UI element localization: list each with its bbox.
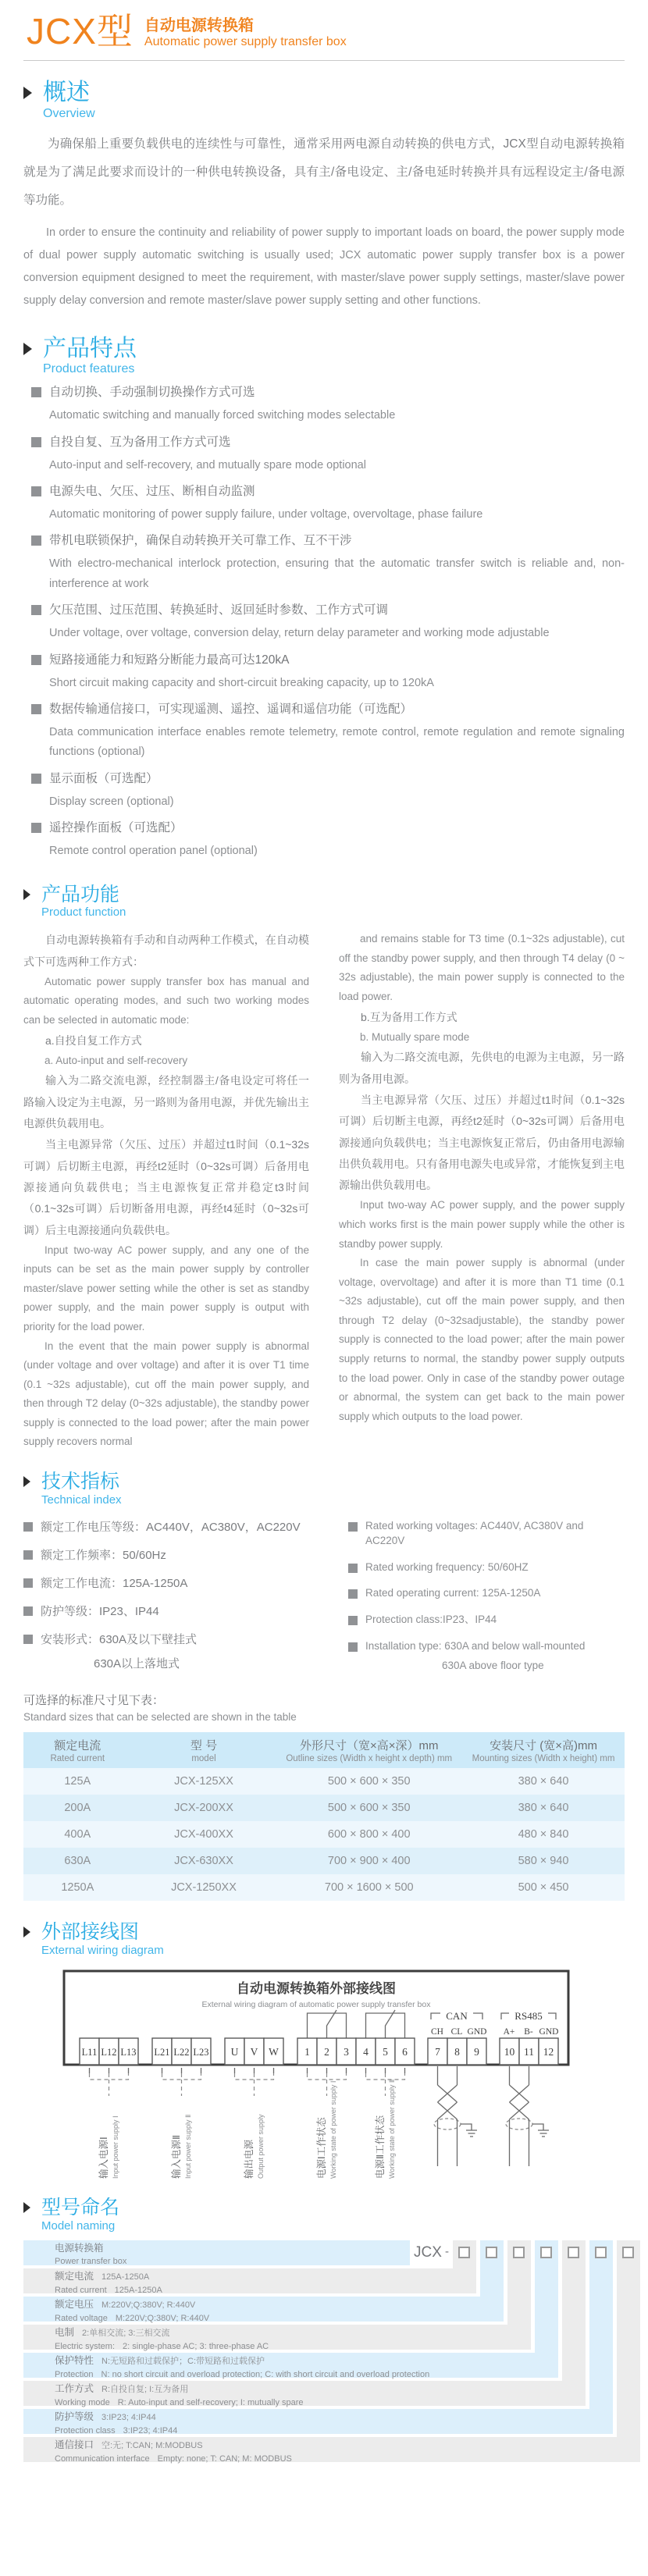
wiring-diagram bbox=[62, 1969, 625, 2186]
bullet-square-icon bbox=[31, 823, 41, 833]
tech-right-column bbox=[348, 1519, 625, 1681]
terminal-block bbox=[80, 2038, 558, 2065]
section-features-titles bbox=[43, 336, 137, 377]
tech-title-en: Technical index bbox=[41, 1493, 122, 1507]
feature-cn-line bbox=[31, 601, 625, 620]
terminal-label: W bbox=[269, 2045, 279, 2058]
feature-cn-line bbox=[31, 700, 625, 719]
naming-row-cn bbox=[55, 2298, 504, 2311]
terminal-label: 6 bbox=[402, 2045, 408, 2058]
feature-cn-text: 短路接通能力和短路分断能力最高可达120kA bbox=[49, 653, 290, 667]
tech-spec-item bbox=[23, 1575, 329, 1592]
feature-cn-line bbox=[31, 770, 625, 788]
function-paragraph: Input two-way AC power supply, and the power supply which works first is the main power supply while the other is standby power supply. bbox=[339, 1199, 625, 1250]
section-naming-titles bbox=[41, 2197, 119, 2233]
bullet-square-icon bbox=[31, 437, 41, 447]
code-column-strip bbox=[562, 2240, 586, 2381]
group-label-en: Input power supply Ⅰ bbox=[112, 2115, 119, 2179]
naming-row-en bbox=[55, 2254, 410, 2268]
feature-cn-line bbox=[31, 433, 625, 452]
can-pin-gnd: GND bbox=[467, 2026, 487, 2037]
function-paragraph: In case the main power supply is abnormal (under voltage, overvoltage) and after it is more than T1 time (0.1 ~32s adjustable), cut off the main power supply, and then through T2 delay (0~32sadjustable), the standby power supply is connected to the load power; after the main power supply returns to normal, the standby power supply outputs to the load power. Only in case of the standby power outage or abnormal, the system can get back to the main power supply which outputs to the load power. bbox=[339, 1257, 625, 1422]
wiring-diagram-svg bbox=[62, 1969, 578, 2182]
naming-row-cn bbox=[55, 2382, 586, 2396]
section-arrow-icon bbox=[23, 343, 32, 355]
feature-item bbox=[31, 532, 625, 594]
header-cn: 外形尺寸（宽×高×深）mm bbox=[299, 1739, 439, 1753]
function-title-cn: 产品功能 bbox=[41, 883, 120, 906]
cell-outline: 700 × 1600 × 500 bbox=[324, 1881, 414, 1895]
tech-spec-continuation: 630A以上落地式 bbox=[94, 1656, 180, 1670]
rs485-label bbox=[501, 2010, 558, 2037]
page-header bbox=[23, 0, 625, 54]
sizes-intro-en: Standard sizes that can be selected are shown in the table bbox=[23, 1711, 297, 1724]
section-naming-header bbox=[23, 2197, 625, 2233]
tech-spec-item bbox=[23, 1603, 329, 1620]
bullet-square-icon bbox=[23, 1606, 33, 1616]
naming-label-en: Working mode bbox=[55, 2397, 110, 2407]
section-arrow-icon bbox=[23, 1927, 30, 1937]
group-label-cn: 电源Ⅱ工作状态 bbox=[375, 2115, 386, 2179]
features-title-en: Product features bbox=[43, 362, 135, 376]
feature-cn-text: 遥控操作面板（可选配） bbox=[49, 821, 183, 835]
feature-item bbox=[31, 433, 625, 475]
terminal-label: L13 bbox=[120, 2046, 137, 2058]
group-labels bbox=[98, 2080, 396, 2179]
section-features-header bbox=[23, 336, 625, 377]
bullet-square-icon bbox=[348, 1522, 358, 1532]
naming-row-cn bbox=[55, 2270, 476, 2283]
twisted-pair-icon bbox=[506, 2066, 549, 2166]
function-paragraph: 输入为二路交流电源，经控制器主/备电设定可将任一路输入设定为主电源，另一路则为备用电源，并优先输出主电源供负载用电。 bbox=[23, 1074, 309, 1130]
bullet-square-icon bbox=[23, 1522, 33, 1532]
naming-label-cn: 电制 bbox=[55, 2326, 75, 2338]
bullet-square-icon bbox=[31, 486, 41, 496]
group-label-en: Working state of power supply Ⅰ bbox=[329, 2080, 337, 2179]
terminal-label: L22 bbox=[173, 2046, 190, 2058]
section-wiring-header bbox=[23, 1921, 625, 1957]
tech-spec-text: 安装形式：630A及以下壁挂式 bbox=[41, 1632, 198, 1646]
naming-row-en bbox=[55, 2452, 640, 2465]
tech-spec-text: Installation type: 630A and below wall-mounted bbox=[365, 1640, 586, 1653]
bullet-square-icon bbox=[23, 1550, 33, 1560]
naming-label-en: Electric system: bbox=[55, 2341, 116, 2351]
function-paragraph: a.自投自复工作方式 bbox=[45, 1034, 142, 1047]
feature-cn-line bbox=[31, 819, 625, 838]
tech-spec-item bbox=[348, 1560, 625, 1575]
tech-spec-text: Rated working voltages: AC440V, AC380V and AC220V bbox=[365, 1519, 584, 1546]
sizes-intro-cn: 可选择的标准尺寸见下表： bbox=[23, 1694, 165, 1708]
tech-spec-item bbox=[23, 1519, 329, 1535]
naming-label-en: Protection class bbox=[55, 2425, 116, 2435]
feature-cn-text: 欠压范围、过压范围、转换延时、返回延时参数、工作方式可调 bbox=[49, 603, 389, 617]
naming-values-cn: 2:单相交流; 3:三相交流 bbox=[82, 2328, 170, 2338]
feature-item bbox=[31, 700, 625, 763]
naming-row bbox=[23, 2353, 558, 2378]
feature-cn-text: 显示面板（可选配） bbox=[49, 771, 158, 785]
naming-row-cn bbox=[55, 2439, 640, 2452]
section-tech-titles bbox=[41, 1471, 122, 1507]
cell-current: 125A bbox=[64, 1775, 91, 1788]
feature-cn-text: 带机电联锁保护，确保自动转换开关可靠工作、互不干涉 bbox=[49, 534, 352, 548]
naming-label-cn: 通信接口 bbox=[55, 2439, 94, 2450]
function-right-column bbox=[339, 930, 625, 1452]
naming-row bbox=[23, 2381, 586, 2406]
terminal-label: 8 bbox=[454, 2045, 460, 2058]
wiring-title-cn: 外部接线图 bbox=[41, 1921, 140, 1944]
feature-en-text: Display screen (optional) bbox=[49, 795, 174, 808]
naming-label-en: Power transfer box bbox=[55, 2256, 127, 2266]
section-function-header bbox=[23, 884, 625, 920]
feature-item bbox=[31, 770, 625, 812]
cell-model: JCX-1250XX bbox=[171, 1881, 237, 1895]
cell-model: JCX-400XX bbox=[174, 1828, 233, 1841]
feature-en-text: With electro-mechanical interlock protection, ensuring that the automatic transfer switch is reliable and, non-interference at work bbox=[49, 557, 625, 590]
naming-label-en: Communication interface bbox=[55, 2453, 150, 2464]
tech-spec-text: Protection class:IP23、IP44 bbox=[365, 1614, 497, 1626]
function-title-en: Product function bbox=[41, 906, 126, 920]
can-pin-ch: CH bbox=[431, 2026, 443, 2037]
wiring-title-en: External wiring diagram bbox=[41, 1943, 164, 1957]
product-title-block bbox=[144, 12, 347, 49]
terminal-label: 2 bbox=[324, 2045, 329, 2058]
terminal-label: 11 bbox=[524, 2045, 534, 2058]
feature-cn-text: 数据传输通信接口，可实现遥测、遥控、遥调和遥信功能（可选配） bbox=[49, 702, 413, 716]
naming-values-cn: 空:无; T:CAN; M:MODBUS bbox=[101, 2440, 203, 2450]
header-cn: 额定电流 bbox=[54, 1739, 101, 1753]
features-title-cn: 产品特点 bbox=[43, 335, 137, 361]
naming-values-en: R: Auto-input and self-recovery; I: mutually spare bbox=[117, 2397, 304, 2407]
cell-mounting: 380 × 640 bbox=[518, 1802, 569, 1815]
naming-values-cn: N:无短路和过载保护；C:带短路和过载保护 bbox=[101, 2356, 265, 2366]
group-label-cn: 输出电源 bbox=[244, 2139, 255, 2179]
tech-spec-item bbox=[23, 1547, 329, 1564]
group-label-en: Input power supply Ⅱ bbox=[184, 2114, 192, 2179]
sizes-table-body bbox=[23, 1768, 625, 1901]
section-arrow-icon bbox=[23, 87, 32, 99]
bullet-square-icon bbox=[31, 704, 41, 714]
product-title-cn: 自动电源转换箱 bbox=[144, 17, 254, 34]
naming-row-en bbox=[55, 2424, 613, 2437]
naming-values-cn: 125A-1250A bbox=[101, 2272, 150, 2282]
naming-row-cn bbox=[55, 2326, 531, 2339]
bullet-square-icon bbox=[23, 1635, 33, 1644]
tech-spec-item bbox=[348, 1639, 625, 1654]
section-function-titles bbox=[41, 884, 126, 920]
function-left-column bbox=[23, 930, 309, 1452]
column-header bbox=[276, 1732, 462, 1768]
wiring-box-title-en: External wiring diagram of automatic power supply transfer box bbox=[201, 1999, 431, 2009]
feature-item bbox=[31, 383, 625, 425]
feature-en-text: Auto-input and self-recovery, and mutually spare mode optional bbox=[49, 458, 366, 471]
section-overview-header bbox=[23, 80, 625, 121]
table-row bbox=[23, 1821, 625, 1848]
rs485-pin-a: A+ bbox=[503, 2026, 515, 2037]
bullet-square-icon bbox=[31, 774, 41, 784]
sizes-table-head bbox=[23, 1732, 625, 1768]
feature-en-text: Data communication interface enables remote telemetry, remote control, remote regulation and remote signaling functions (optional) bbox=[49, 726, 625, 759]
feature-cn-line bbox=[31, 383, 625, 402]
cell-model: JCX-125XX bbox=[174, 1775, 233, 1788]
function-paragraph: Automatic power supply transfer box has manual and automatic operating modes, and such two working modes can be selected in automatic mode: bbox=[23, 975, 309, 1026]
header-divider bbox=[23, 60, 625, 61]
header-en: model bbox=[191, 1754, 216, 1764]
function-paragraph: 自动电源转换箱有手动和自动两种工作模式，在自动模式下可选两种工作方式： bbox=[23, 934, 309, 968]
tech-spec-item bbox=[348, 1613, 625, 1628]
section-overview-titles bbox=[43, 80, 95, 121]
tech-spec-text: 防护等级：IP23、IP44 bbox=[41, 1604, 159, 1618]
naming-label-cn: 额定电流 bbox=[55, 2270, 94, 2282]
rs485-text: RS485 bbox=[514, 2009, 543, 2022]
column-header bbox=[23, 1732, 132, 1768]
cell-mounting: 480 × 840 bbox=[518, 1828, 569, 1841]
bullet-square-icon bbox=[31, 387, 41, 397]
tech-title-cn: 技术指标 bbox=[41, 1470, 120, 1493]
overview-title-en: Overview bbox=[43, 106, 95, 120]
terminal-label: 4 bbox=[363, 2045, 369, 2058]
tech-spec-text: Rated operating current: 125A-1250A bbox=[365, 1587, 541, 1599]
bullet-square-icon bbox=[348, 1642, 358, 1652]
bullet-square-icon bbox=[348, 1616, 358, 1625]
group-label-en: Working state of power supply Ⅱ bbox=[388, 2079, 396, 2179]
naming-values-en: 2: single-phase AC; 3: three-phase AC bbox=[123, 2341, 269, 2351]
cell-model: JCX-630XX bbox=[174, 1855, 233, 1868]
terminal-label: L21 bbox=[154, 2046, 170, 2058]
header-cn: 型 号 bbox=[190, 1739, 218, 1753]
naming-values-en: Empty: none; T: CAN; M: MODBUS bbox=[157, 2453, 292, 2464]
naming-values-cn: R:自投自复; I:互为备用 bbox=[101, 2384, 189, 2394]
section-arrow-icon bbox=[23, 2202, 30, 2213]
naming-row bbox=[23, 2297, 504, 2322]
product-title-en: Automatic power supply transfer box bbox=[144, 35, 347, 48]
terminal-label: L12 bbox=[101, 2046, 117, 2058]
function-paragraph: 输入为二路交流电源，先供电的电源为主电源，另一路则为备用电源。 bbox=[339, 1051, 625, 1085]
code-box bbox=[622, 2247, 634, 2258]
section-arrow-icon bbox=[23, 889, 30, 900]
column-header bbox=[132, 1732, 276, 1768]
overview-paragraph-en: In order to ensure the continuity and reliability of power supply to important loads on board, the power supply mode of dual power supply automatic switching is usually used; JCX automatic power supply transfer box is a power conversion equipment designed to meet the requirement, with master/slave power supply settings, master/slave power supply delay conversion and remote master/slave power supply setting and other functions. bbox=[23, 226, 625, 307]
cell-mounting: 580 × 940 bbox=[518, 1855, 569, 1868]
function-paragraph: 当主电源异常（欠压、过压）并超过t1时间（0.1~32s可调）后切断主电源，再经t2延时（0~32s可调）后备用电源接通向负载供电；当主电源恢复正常后，仍由备用电源输出供负载用电。只有备用电源失电或异常，才能恢复到主电源输出供负载用电。 bbox=[339, 1093, 625, 1192]
naming-values-cn: M:220V;Q:380V; R:440V bbox=[101, 2300, 196, 2310]
naming-row-en bbox=[55, 2368, 558, 2381]
group-bracket-icon bbox=[90, 2068, 405, 2096]
feature-cn-line bbox=[31, 651, 625, 670]
sizes-table bbox=[23, 1732, 625, 1901]
naming-label-cn: 保护特性 bbox=[55, 2354, 94, 2366]
bullet-square-icon bbox=[31, 535, 41, 546]
bullet-square-icon bbox=[348, 1589, 358, 1599]
table-row bbox=[23, 1795, 625, 1821]
naming-row bbox=[23, 2240, 410, 2265]
cell-outline: 600 × 800 × 400 bbox=[327, 1828, 411, 1841]
table-row bbox=[23, 1848, 625, 1874]
group-label-cn: 电源Ⅰ工作状态 bbox=[316, 2117, 327, 2179]
feature-cn-line bbox=[31, 532, 625, 550]
naming-row-cn bbox=[55, 2242, 410, 2254]
rs485-pin-b: B- bbox=[524, 2026, 533, 2037]
section-tech-header bbox=[23, 1471, 625, 1507]
tech-spec-text: 额定工作频率：50/60Hz bbox=[41, 1548, 166, 1562]
model-naming-diagram bbox=[23, 2240, 644, 2467]
naming-values-en: M:220V;Q:380V; R:440V bbox=[115, 2313, 210, 2323]
naming-values-cn: 3:IP23; 4:IP44 bbox=[101, 2412, 156, 2422]
cell-current: 1250A bbox=[61, 1881, 94, 1895]
tech-spec-text: Rated working frequency: 50/60HZ bbox=[365, 1560, 529, 1573]
code-box bbox=[595, 2247, 607, 2258]
naming-label-en: Rated voltage bbox=[55, 2313, 108, 2323]
bullet-square-icon bbox=[23, 1578, 33, 1588]
feature-en-text: Short circuit making capacity and short-circuit breaking capacity, up to 120kA bbox=[49, 676, 434, 689]
function-paragraph: 当主电源异常（欠压、过压）并超过t1时间（0.1~32s可调）后切断主电源，再经t2延时（0~32s可调）后备用电源接通向负载供电；当主电源恢复正常并稳定t3时间（0.1~32s可调）后切断备用电源，再经t4延时（0~32s可调）后主电源接通向负载供电。 bbox=[23, 1138, 309, 1236]
naming-label-en: Protection bbox=[55, 2369, 94, 2379]
code-box bbox=[486, 2247, 497, 2258]
naming-label-cn: 防护等级 bbox=[55, 2411, 94, 2422]
overview-title-cn: 概述 bbox=[43, 80, 90, 105]
naming-row-en bbox=[55, 2396, 586, 2409]
terminal-label: L23 bbox=[193, 2046, 209, 2058]
sizes-header-row bbox=[23, 1732, 625, 1768]
naming-label-cn: 额定电压 bbox=[55, 2298, 94, 2310]
naming-row-cn bbox=[55, 2354, 558, 2368]
table-row bbox=[23, 1874, 625, 1901]
table-row bbox=[23, 1768, 625, 1795]
model-dash: - bbox=[445, 2244, 449, 2258]
naming-label-en: Rated current bbox=[55, 2285, 107, 2295]
function-paragraph: In the event that the main power supply is abnormal (under voltage and over voltage) and after it is over T1 time (0.1 ~32s adjustable), cut off the main power supply, and then through T2 delay (0~32s adjustable), the standby power supply is connected to the load power; after the main power supply recovers normal bbox=[23, 1340, 309, 1448]
naming-row bbox=[23, 2409, 613, 2434]
can-pin-cl: CL bbox=[450, 2026, 463, 2037]
tech-left-column bbox=[23, 1519, 329, 1681]
section-arrow-icon bbox=[23, 1476, 30, 1487]
header-en: Mounting sizes (Width x height) mm bbox=[472, 1754, 615, 1764]
group-label-cn: 输入电源Ⅱ bbox=[171, 2134, 182, 2179]
terminal-label: 12 bbox=[543, 2045, 554, 2058]
cell-outline: 500 × 600 × 350 bbox=[327, 1775, 411, 1788]
cell-outline: 500 × 600 × 350 bbox=[327, 1802, 411, 1815]
group-label-cn: 输入电源Ⅰ bbox=[98, 2137, 109, 2179]
function-paragraph: b. Mutually spare mode bbox=[360, 1030, 470, 1043]
code-box bbox=[513, 2247, 525, 2258]
cell-mounting: 500 × 450 bbox=[518, 1881, 569, 1895]
bullet-square-icon bbox=[348, 1564, 358, 1573]
feature-item bbox=[31, 601, 625, 643]
feature-cn-line bbox=[31, 482, 625, 501]
naming-title-cn: 型号命名 bbox=[41, 2196, 120, 2218]
code-box bbox=[540, 2247, 552, 2258]
cell-current: 630A bbox=[64, 1855, 91, 1868]
header-en: Outline sizes (Width x height x depth) mm bbox=[286, 1754, 453, 1764]
can-bus-label bbox=[431, 2010, 486, 2037]
feature-cn-text: 自投自复、互为备用工作方式可选 bbox=[49, 435, 231, 449]
terminal-label: 3 bbox=[344, 2045, 349, 2058]
feature-en-text: Under voltage, over voltage, conversion delay, return delay parameter and working mode adjustable bbox=[49, 627, 550, 640]
code-box bbox=[458, 2247, 470, 2258]
naming-row bbox=[23, 2268, 476, 2293]
terminal-label: 10 bbox=[504, 2045, 515, 2058]
naming-row-en bbox=[55, 2339, 531, 2353]
group-label-en: Output power supply bbox=[257, 2114, 265, 2179]
model-prefix: JCX bbox=[414, 2243, 442, 2261]
terminal-label: U bbox=[230, 2045, 239, 2058]
naming-label-cn: 电源转换箱 bbox=[55, 2242, 104, 2254]
function-paragraph: Input two-way AC power supply, and any one of the inputs can be set as the main power supply by controller master/slave power setting while the other is set as standby power supply, and the main power supply is output with priority for the load power. bbox=[23, 1244, 309, 1333]
terminal-label: 9 bbox=[474, 2045, 479, 2058]
cell-current: 400A bbox=[64, 1828, 91, 1841]
feature-item bbox=[31, 482, 625, 525]
feature-item bbox=[31, 651, 625, 693]
function-columns bbox=[23, 930, 625, 1452]
tech-columns bbox=[23, 1519, 625, 1681]
terminal-label: 7 bbox=[435, 2045, 440, 2058]
feature-cn-text: 电源失电、欠压、过压、断相自动监测 bbox=[49, 485, 255, 499]
naming-title-en: Model naming bbox=[41, 2218, 116, 2233]
code-box bbox=[568, 2247, 579, 2258]
feature-en-text: Automatic monitoring of power supply failure, under voltage, overvoltage, phase failure bbox=[49, 508, 483, 521]
function-paragraph: and remains stable for T3 time (0.1~32s adjustable), cut off the standby power supply, and then through T4 delay (0 ~ 32s adjustable), the main power supply is connected to the load power. bbox=[339, 933, 625, 1002]
naming-row bbox=[23, 2325, 531, 2350]
section-wiring-titles bbox=[41, 1921, 164, 1957]
terminal-label: 5 bbox=[383, 2045, 388, 2058]
code-column-strip bbox=[617, 2240, 640, 2437]
cell-outline: 700 × 900 × 400 bbox=[327, 1855, 411, 1868]
tech-spec-item bbox=[348, 1519, 625, 1549]
terminal-label: V bbox=[250, 2045, 258, 2058]
naming-row bbox=[23, 2437, 640, 2462]
cell-current: 200A bbox=[64, 1802, 91, 1815]
product-model-title: JCX型 bbox=[27, 11, 134, 52]
tech-spec-item bbox=[348, 1586, 625, 1601]
bullet-square-icon bbox=[31, 655, 41, 665]
naming-values-en: 3:IP23; 4:IP44 bbox=[123, 2425, 178, 2435]
function-paragraph: b.互为备用工作方式 bbox=[361, 1010, 458, 1023]
relay-contact-icon bbox=[308, 2010, 405, 2038]
naming-values-en: 125A-1250A bbox=[114, 2285, 162, 2295]
bullet-square-icon bbox=[31, 605, 41, 615]
tech-spec-text: 额定工作电压等级：AC440V，AC380V，AC220V bbox=[41, 1520, 301, 1534]
overview-paragraph-cn: 为确保船上重要负载供电的连续性与可靠性，通常采用两电源自动转换的供电方式，JCX型自动电源转换箱就是为了满足此要求而设计的一种供电转换设备，具有主/备电设定、主/备电延时转换并具有远程设定主/备电源等功能。 bbox=[23, 137, 625, 208]
naming-row-en bbox=[55, 2311, 504, 2325]
naming-label-cn: 工作方式 bbox=[55, 2382, 94, 2394]
features-list bbox=[31, 383, 625, 861]
naming-row-cn bbox=[55, 2411, 613, 2424]
tech-spec-text: 额定工作电流：125A-1250A bbox=[41, 1576, 188, 1590]
feature-item bbox=[31, 819, 625, 861]
twisted-pair-icon bbox=[434, 2066, 477, 2166]
cell-mounting: 380 × 640 bbox=[518, 1775, 569, 1788]
feature-en-text: Automatic switching and manually forced switching modes selectable bbox=[49, 409, 396, 422]
column-header bbox=[462, 1732, 625, 1768]
feature-en-text: Remote control operation panel (optional) bbox=[49, 845, 258, 858]
code-column-strip bbox=[589, 2240, 613, 2409]
terminal-label: L11 bbox=[81, 2046, 98, 2058]
header-en: Rated current bbox=[50, 1754, 105, 1764]
terminal-label: 1 bbox=[304, 2045, 310, 2058]
tech-spec-continuation: 630A above floor type bbox=[442, 1660, 544, 1672]
naming-row-en bbox=[55, 2283, 476, 2297]
naming-values-en: N: no short circuit and overload protection; C: with short circuit and overload protection bbox=[101, 2369, 430, 2379]
cell-model: JCX-200XX bbox=[174, 1802, 233, 1815]
feature-cn-text: 自动切换、手动强制切换操作方式可选 bbox=[49, 386, 255, 400]
tech-spec-item bbox=[23, 1631, 329, 1648]
function-paragraph: a. Auto-input and self-recovery bbox=[45, 1054, 188, 1066]
wiring-box-title-cn: 自动电源转换箱外部接线图 bbox=[237, 1980, 396, 1996]
can-text: CAN bbox=[446, 2009, 468, 2022]
rs485-pin-gnd: GND bbox=[539, 2026, 559, 2037]
header-cn: 安装尺寸 (宽×高)mm bbox=[490, 1739, 597, 1753]
